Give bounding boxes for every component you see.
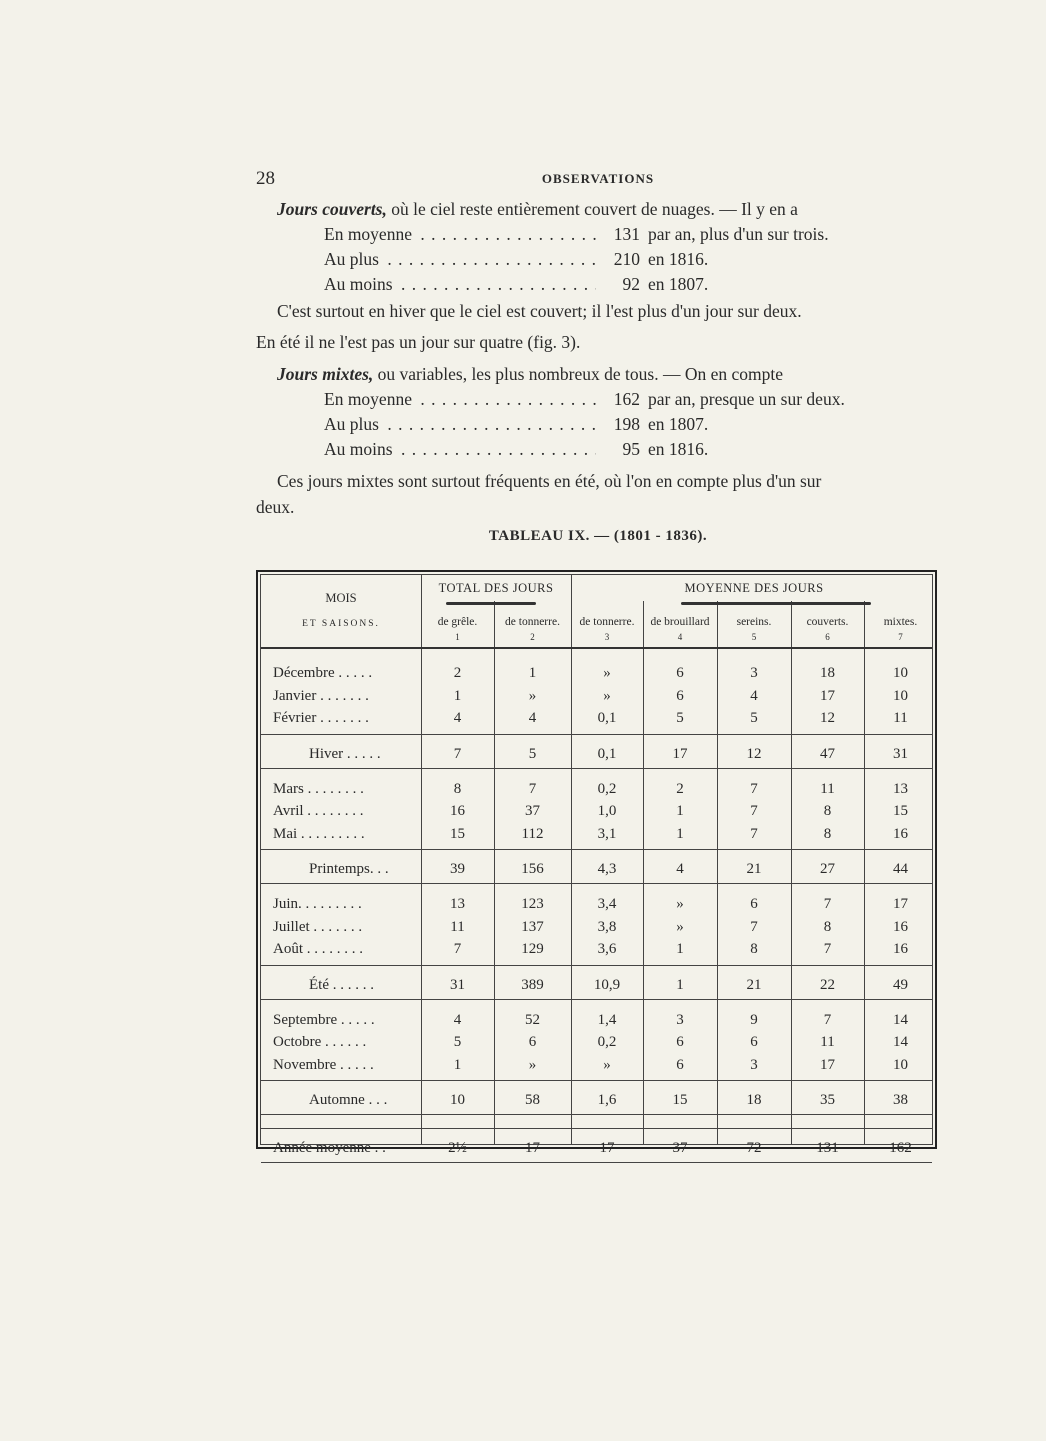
table-cell: 3,8 [597,918,617,935]
column-header: de brouillard [650,616,710,628]
table-cell: 156 [521,861,544,877]
month-label: Mars . . . . . . . . [273,780,364,797]
column-header: de tonnerre. [505,616,560,628]
paragraph-line: En été il ne l'est pas un jour sur quatre (fig. 3). [256,332,581,352]
table-cell: 16 [893,941,908,957]
column-number: 6 [825,632,830,642]
table-cell: 112 [521,825,544,842]
header-rule [261,647,932,649]
row-rule [261,1080,932,1081]
table-cell: 2 [676,780,684,797]
column-number: 2 [530,632,535,642]
table-cell: 7 [750,803,758,819]
stat-line [324,248,904,270]
row-rule [261,883,932,884]
table-cell: 2 [453,665,462,681]
table-cell: 10 [893,687,908,704]
table-cell: 7 [750,780,758,797]
row-rule [261,1128,932,1129]
leader-dots [324,438,599,460]
month-label: Juin. . . . . . . . . [273,896,362,912]
table-cell: 5 [453,1034,462,1050]
column-number: 3 [604,632,610,642]
leader-dots [324,273,599,295]
column-header: de grêle. [437,616,478,628]
table-cell: 137 [521,918,544,935]
stat-line [324,413,904,435]
table-cell: 49 [893,976,908,993]
month-label: Octobre . . . . . . [273,1034,367,1050]
table-cell: 7 [823,1011,832,1028]
table-cell: » [603,1056,611,1073]
table-cell: 37 [525,803,540,819]
stat-line [324,273,904,295]
table-cell: 18 [820,665,835,681]
stat-rest: par an, presque un sur deux. [648,389,845,409]
season-label: Hiver . . . . . [309,745,381,762]
table-cell: 1 [676,803,684,819]
column-number: 4 [677,632,683,642]
table-cell: 10 [893,1056,908,1073]
table-cell: 3 [676,1011,684,1028]
table-cell: 12 [746,745,762,762]
column-number: 5 [751,632,757,642]
stat-label: Au plus [324,414,382,434]
table-cell: 4 [453,1011,462,1028]
paragraph-line: deux. [256,497,295,517]
leader-dots [324,388,599,410]
table-cell: 15 [672,1092,688,1108]
table-cell: 35 [820,1092,835,1108]
group-total-des-jours: TOTAL DES JOURS [438,581,554,595]
table-cell: 10 [450,1092,465,1108]
stat-value: 131 [596,223,640,245]
table-cell: 9 [750,1011,758,1028]
table-cell: 18 [746,1092,762,1108]
stat-rest: en 1807. [648,274,709,294]
table-cell: 17 [672,745,688,762]
table-cell: 10 [893,665,908,681]
table-cell: » [603,687,611,704]
paragraph-line: Ces jours mixtes sont surtout fréquents en été, où l'on en compte plus d'un sur [277,471,822,491]
month-label: Janvier . . . . . . . [273,687,369,704]
table-cell: » [603,665,611,681]
table-cell: 4 [750,687,758,704]
table-cell: 6 [676,1034,684,1050]
leader-dots [324,248,599,270]
table-cell: 5 [750,710,758,726]
table-cell: 1 [453,687,462,704]
paragraph-text: où le ciel reste entièrement couvert de nuages. — Il y en a [386,199,798,219]
month-label: Novembre . . . . . [273,1056,374,1073]
table-cell: 1 [453,1056,462,1073]
table-cell: 1,6 [597,1092,617,1108]
paragraph-text: ou variables, les plus nombreux de tous. — On en compte [373,364,783,384]
stat-rest: par an, plus d'un sur trois. [648,224,829,244]
row-rule [261,1114,932,1115]
term-jours-mixtes: Jours mixtes, [277,364,374,384]
table-cell: 6 [676,687,684,704]
table-cell: 131 [816,1140,839,1156]
season-label: Été . . . . . . [309,976,374,993]
table-cell: » [528,1056,537,1073]
table-cell: 389 [521,976,544,993]
stat-rest: en 1807. [648,414,709,434]
table-cell: 8 [453,780,462,797]
row-rule [261,768,932,769]
table-cell: 47 [820,745,835,762]
month-label: Septembre . . . . . [273,1011,375,1028]
stat-line [324,223,904,245]
table-cell: 14 [893,1011,908,1028]
table-cell: 1 [676,976,684,993]
table-cell: 13 [450,896,465,912]
table-cell: 11 [820,780,835,797]
table-cell: 6 [528,1034,537,1050]
table-cell: 16 [893,918,908,935]
table-cell: 5 [676,710,684,726]
table-cell: 0,2 [597,780,617,797]
row-rule [261,965,932,966]
table-cell: 17 [599,1140,615,1156]
table-cell: 7 [750,918,758,935]
table-cell: 15 [450,825,465,842]
table-cell: 5 [528,745,537,762]
table-cell: 16 [450,803,465,819]
column-number: 1 [455,632,460,642]
table-cell: 4 [676,861,684,877]
table-cell: 6 [750,896,758,912]
table-cell: 4 [528,710,537,726]
stat-line [324,438,904,460]
page-number: 28 [256,168,275,189]
table-cell: 31 [450,976,465,993]
table-cell: 21 [746,976,762,993]
table-cell: 6 [676,1056,684,1073]
stat-line [324,388,904,410]
table-cell: » [676,918,684,935]
row-rule [261,734,932,735]
table-cell: 4,3 [597,861,617,877]
paragraph-jours-couverts [277,198,798,220]
data-table [256,570,937,1156]
column-header: de tonnerre. [579,616,635,628]
table-cell: 16 [893,825,908,842]
table-cell: 162 [889,1140,912,1156]
table-title: TABLEAU IX. — (1801 - 1836). [488,528,708,544]
running-head [256,168,940,190]
stat-label: En moyenne [324,389,415,409]
column-number: 7 [898,632,903,642]
table-cell: 1 [676,825,684,842]
season-label: Printemps. . . [309,861,389,877]
month-label: Août . . . . . . . . [273,941,363,957]
table-cell: 17 [893,896,908,912]
row-rule [261,999,932,1000]
column-header: couverts. [806,616,849,628]
row-rule [261,1162,932,1163]
leader-dots [324,413,599,435]
column-header: mixtes. [883,616,918,628]
header-saisons: ET SAISONS. [302,619,380,629]
table-cell: 14 [893,1034,908,1050]
paragraph-jours-mixtes [277,363,783,385]
stat-value: 162 [596,388,640,410]
table-cell: 4 [453,710,462,726]
group-moyenne-des-jours: MOYENNE DES JOURS [684,581,824,595]
table-cell: 6 [676,665,684,681]
table-cell: 1 [528,665,537,681]
table-cell: » [676,896,684,912]
table-cell: 7 [453,941,462,957]
season-label: Année moyenne . . [273,1140,386,1156]
table-cell: 7 [528,780,537,797]
table-cell: 7 [823,896,832,912]
table-cell: 129 [521,941,544,957]
table-cell: 3 [750,1056,758,1073]
table-cell: 0,1 [597,745,617,762]
table-cell: 3,1 [597,825,617,842]
paragraph-line: C'est surtout en hiver que le ciel est couvert; il l'est plus d'un jour sur deux. [277,301,802,321]
brace-moyenne [681,602,871,605]
table-cell: 15 [893,803,908,819]
stat-value: 210 [596,248,640,270]
table-cell: 12 [820,710,835,726]
table-cell: 21 [746,861,762,877]
table-cell: 44 [893,861,908,877]
column-header: sereins. [736,616,772,628]
header-mois: MOIS [325,591,357,605]
table-cell: 31 [893,745,908,762]
table-cell: 39 [450,861,465,877]
table-cell: 8 [750,941,758,957]
season-label: Automne . . . [309,1092,388,1108]
table-cell: 17 [525,1140,540,1156]
month-label: Février . . . . . . . [273,710,369,726]
brace-total [446,602,536,605]
table-cell: 1 [676,941,684,957]
month-label: Avril . . . . . . . . [273,803,364,819]
table-cell: 3,4 [597,896,617,912]
month-label: Décembre . . . . . [273,665,373,681]
table-cell: 7 [453,745,462,762]
table-cell: 7 [823,941,832,957]
table-cell: 2½ [448,1140,467,1156]
table-cell: 37 [672,1140,688,1156]
table-cell: 17 [820,1056,835,1073]
table-cell: 3 [750,665,758,681]
stat-label: En moyenne [324,224,415,244]
table-cell: 11 [450,918,465,935]
month-label: Juillet . . . . . . . [273,918,363,935]
table-cell: 22 [820,976,835,993]
table-cell: 6 [750,1034,758,1050]
table-cell: 58 [525,1092,540,1108]
table-cell: 11 [820,1034,835,1050]
table-cell: 1,4 [597,1011,617,1028]
term-jours-couverts: Jours couverts, [277,199,387,219]
table-cell: 27 [820,861,835,877]
table-cell: 10,9 [593,976,621,993]
stat-label: Au moins [324,439,396,459]
table-cell: 123 [521,896,544,912]
table-cell: » [528,687,537,704]
table-cell: 7 [750,825,758,842]
stat-value: 95 [596,438,640,460]
table-cell: 13 [893,780,908,797]
table-cell: 8 [823,825,832,842]
table-grid [260,574,933,1156]
table-cell: 11 [893,710,908,726]
month-label: Mai . . . . . . . . . [273,825,365,842]
table-cell: 52 [525,1011,540,1028]
table-cell: 3,6 [597,941,617,957]
leader-dots [324,223,599,245]
table-cell: 8 [823,918,832,935]
table-cell: 8 [823,803,832,819]
stat-value: 198 [596,413,640,435]
table-cell: 1,0 [597,803,617,819]
stat-label: Au plus [324,249,382,269]
stat-rest: en 1816. [648,249,709,269]
running-title: OBSERVATIONS [541,171,655,186]
stat-label: Au moins [324,274,396,294]
table-cell: 0,1 [597,710,617,726]
table-cell: 38 [893,1092,908,1108]
table-cell: 0,2 [597,1034,617,1050]
row-rule [261,849,932,850]
stat-rest: en 1816. [648,439,709,459]
stat-value: 92 [596,273,640,295]
table-cell: 17 [820,687,835,704]
table-cell: 72 [746,1140,762,1156]
